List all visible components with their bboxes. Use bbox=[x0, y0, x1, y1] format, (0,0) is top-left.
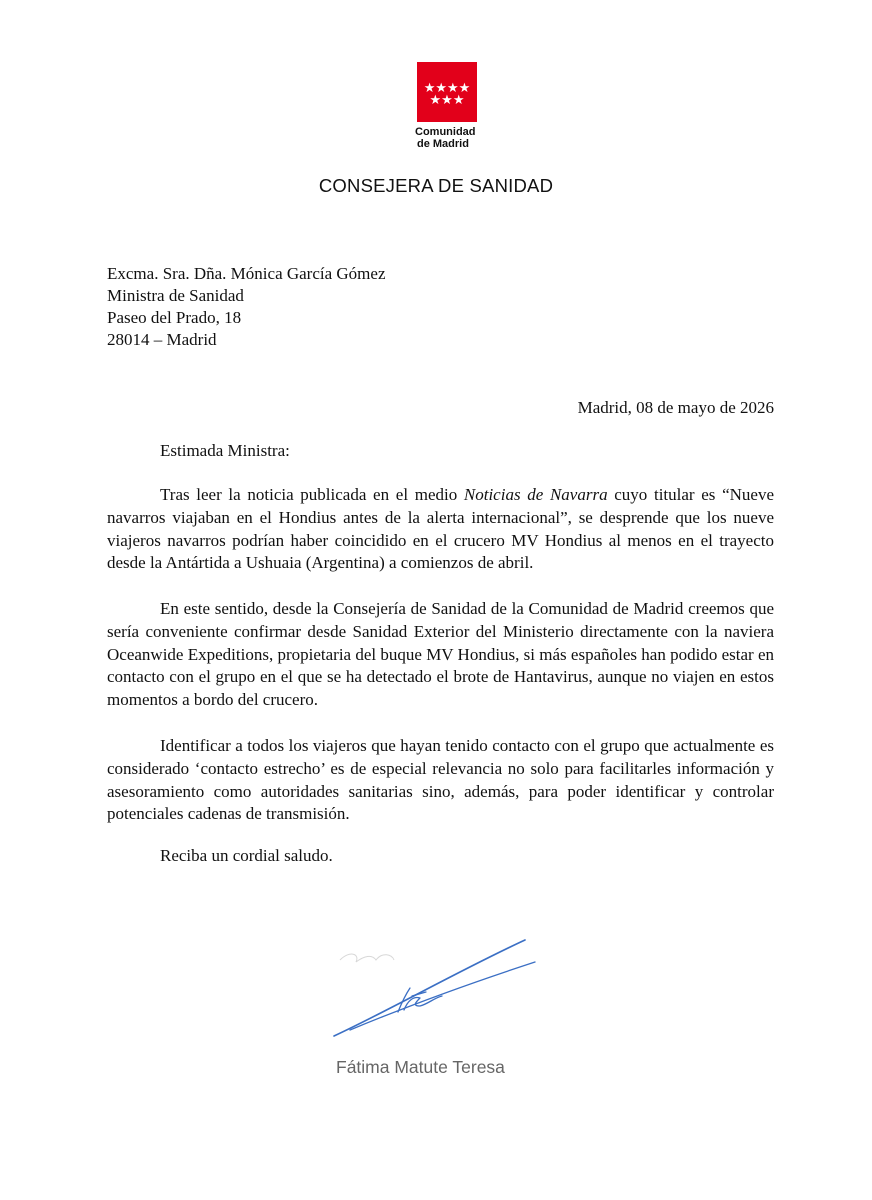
letter-heading: CONSEJERA DE SANIDAD bbox=[318, 175, 554, 196]
logo-text-line2: de Madrid bbox=[417, 138, 469, 150]
paragraph-1-rest: cuyo titular es “Nueve navarros viajaban en el Hondius antes de la alerta internacional”, se desprende que los nueve viajeros navarros podrían haber coincidido en el crucero MV Hondius al menos en el trayecto desde la Antártida a Ushuaia (Argentina) a comienzos de abril. bbox=[107, 485, 774, 573]
closing: Reciba un cordial saludo. bbox=[160, 846, 333, 865]
logo-stars-top: ★★★★ bbox=[423, 81, 471, 96]
recipient-street: Paseo del Prado, 18 bbox=[107, 308, 242, 327]
paragraph-3: Identificar a todos los viajeros que hayan tenido contacto con el grupo que actualmente es considerado ‘contacto estrecho’ es de especial relevancia no solo para facilitarles información y asesoramiento como autoridades sanitarias sino, además, para poder identificar y controlar potenciales cadenas de transmisión. bbox=[107, 736, 774, 824]
comunidad-de-madrid-logo bbox=[415, 62, 479, 152]
recipient-title: Ministra de Sanidad bbox=[107, 286, 244, 305]
logo-stars-bottom: ★★★ bbox=[429, 93, 465, 108]
signer-name: Fátima Matute Teresa bbox=[336, 1057, 505, 1077]
handwritten-signature bbox=[320, 930, 550, 1050]
paragraph-1-start: Tras leer la noticia publicada en el medio bbox=[160, 485, 464, 504]
newspaper-name: Noticias de Navarra bbox=[463, 485, 608, 504]
recipient-address bbox=[107, 263, 386, 351]
logo-text-line1: Comunidad bbox=[415, 126, 476, 138]
paragraph-2: En este sentido, desde la Consejería de Sanidad de la Comunidad de Madrid creemos que sería conveniente confirmar desde Sanidad Exterior del Ministerio directamente con la naviera Oceanwide Expeditions, propietaria del buque MV Hondius, si más españoles han podido estar en contacto con el grupo en el que se ha detectado el brote de Hantavirus, aunque no viajen en estos momentos a bordo del crucero. bbox=[107, 599, 774, 710]
logo-text bbox=[415, 126, 485, 150]
paragraph-1 bbox=[107, 484, 774, 575]
letter-date: Madrid, 08 de mayo de 2026 bbox=[577, 398, 774, 417]
recipient-city: 28014 – Madrid bbox=[107, 330, 217, 349]
recipient-name: Excma. Sra. Dña. Mónica García Gómez bbox=[107, 264, 386, 283]
salutation: Estimada Ministra: bbox=[160, 441, 290, 460]
logo-flag bbox=[417, 62, 477, 122]
